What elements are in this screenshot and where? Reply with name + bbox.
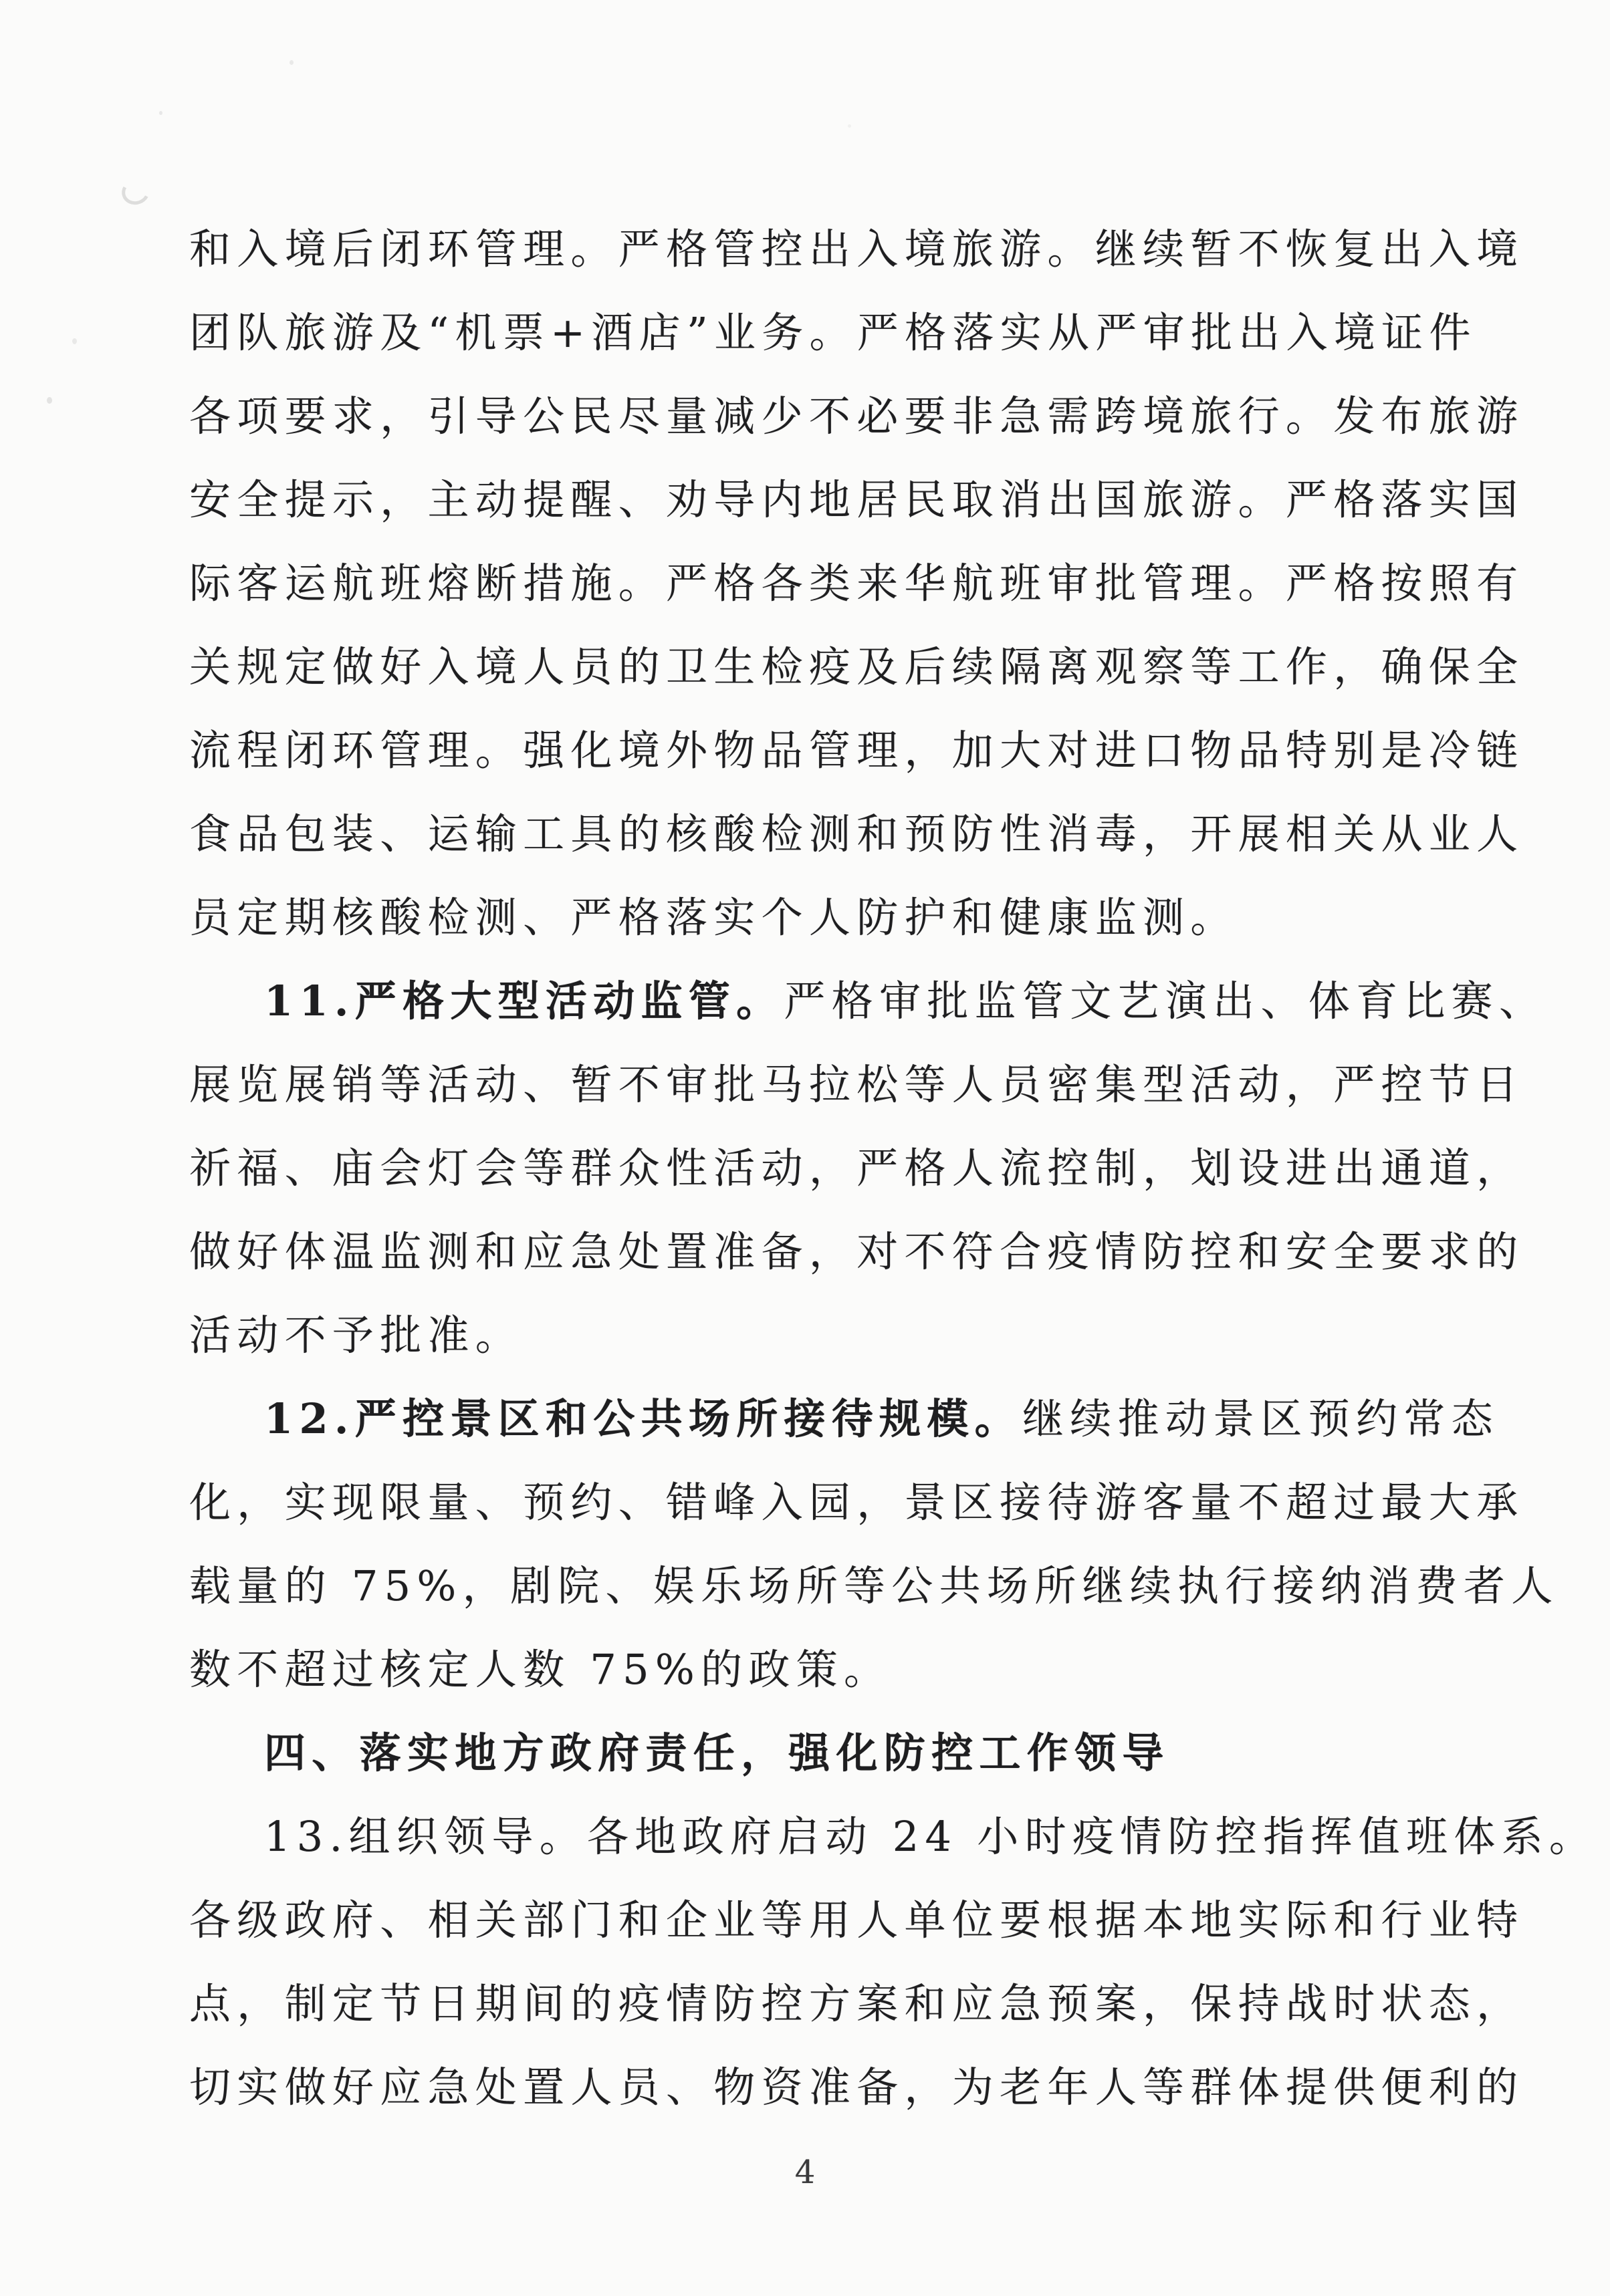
text-line [189, 1878, 1524, 1962]
text-segment: 食品包装、运输工具的核酸检测和预防性消毒，开展相关从业人 [189, 809, 1524, 858]
section-heading-4 [189, 1711, 1434, 1795]
numbered-item-13-line [189, 1795, 1597, 1878]
text-line [189, 374, 1524, 458]
scan-speck [848, 124, 851, 128]
text-line [189, 625, 1524, 709]
text-segment: 点，制定节日期间的疫情防控方案和应急预案，保持战时状态， [189, 1979, 1524, 2028]
scan-smudge [118, 175, 153, 208]
text-line [189, 1460, 1524, 1544]
text-segment: 关规定做好入境人员的卫生检疫及后续隔离观察等工作，确保全 [189, 642, 1524, 691]
text-segment: 数不超过核定人数 75%的政策。 [189, 1645, 892, 1694]
numbered-item-11-line [189, 959, 1547, 1043]
text-line [189, 1043, 1524, 1126]
item-11-bold-lead: 11.严格大型活动监管。 [264, 977, 784, 1025]
text-line [189, 709, 1524, 792]
text-segment: 展览展销等活动、暂不审批马拉松等人员密集型活动，严控节日 [189, 1060, 1524, 1109]
scan-speck [159, 111, 162, 115]
text-line [189, 792, 1524, 876]
scan-speck [290, 60, 294, 65]
text-segment: 严格审批监管文艺演出、体育比赛、 [784, 977, 1547, 1025]
text-line [189, 1293, 1434, 1377]
text-segment: 做好体温监测和应急处置准备，对不符合疫情防控和安全要求的 [189, 1227, 1524, 1276]
text-segment: 安全提示，主动提醒、劝导内地居民取消出国旅游。严格落实国 [189, 475, 1524, 524]
scan-speck [47, 397, 52, 404]
page-number: 4 [794, 2154, 816, 2191]
text-line [189, 291, 1477, 374]
text-segment: 活动不予批准。 [189, 1311, 524, 1360]
text-line [189, 1210, 1524, 1293]
scan-speck [72, 338, 77, 344]
text-line [189, 1628, 1434, 1711]
text-segment: 各级政府、相关部门和企业等用人单位要根据本地实际和行业特 [189, 1896, 1524, 1944]
text-segment: 13.组织领导。各地政府启动 24 小时疫情防控指挥值班体系。 [264, 1812, 1597, 1861]
text-segment: 祈福、庙会灯会等群众性活动，严格人流控制，划设进出通道， [189, 1144, 1524, 1192]
item-12-bold-lead: 12.严控景区和公共场所接待规模。 [264, 1394, 1022, 1443]
text-segment: 载量的 75%，剧院、娱乐场所等公共场所继续执行接纳消费者人 [189, 1561, 1559, 1610]
text-line [189, 1126, 1524, 1210]
text-line [189, 458, 1524, 541]
section-heading-text: 四、落实地方政府责任，强化防控工作领导 [264, 1729, 1170, 1777]
body-text [189, 207, 1597, 2129]
text-line [189, 2045, 1524, 2129]
text-segment: 化，实现限量、预约、错峰入园，景区接待游客量不超过最大承 [189, 1478, 1524, 1527]
text-segment: 流程闭环管理。强化境外物品管理，加大对进口物品特别是冷链 [189, 726, 1524, 775]
text-line [189, 207, 1524, 291]
text-segment: 际客运航班熔断措施。严格各类来华航班审批管理。严格按照有 [189, 559, 1524, 608]
text-line [189, 876, 1434, 959]
text-segment: 和入境后闭环管理。严格管控出入境旅游。继续暂不恢复出入境 [189, 225, 1524, 273]
text-line [189, 1962, 1524, 2045]
text-line [189, 541, 1524, 625]
text-segment: 各项要求，引导公民尽量减少不必要非急需跨境旅行。发布旅游 [189, 392, 1524, 440]
text-segment: 切实做好应急处置人员、物资准备，为老年人等群体提供便利的 [189, 2063, 1524, 2112]
numbered-item-12-line [189, 1377, 1499, 1460]
text-segment: 员定期核酸检测、严格落实个人防护和健康监测。 [189, 893, 1238, 942]
text-line [189, 1544, 1559, 1628]
text-segment: 继续推动景区预约常态 [1022, 1394, 1499, 1443]
text-segment: 团队旅游及“机票+酒店”业务。严格落实从严审批出入境证件 [189, 308, 1477, 357]
